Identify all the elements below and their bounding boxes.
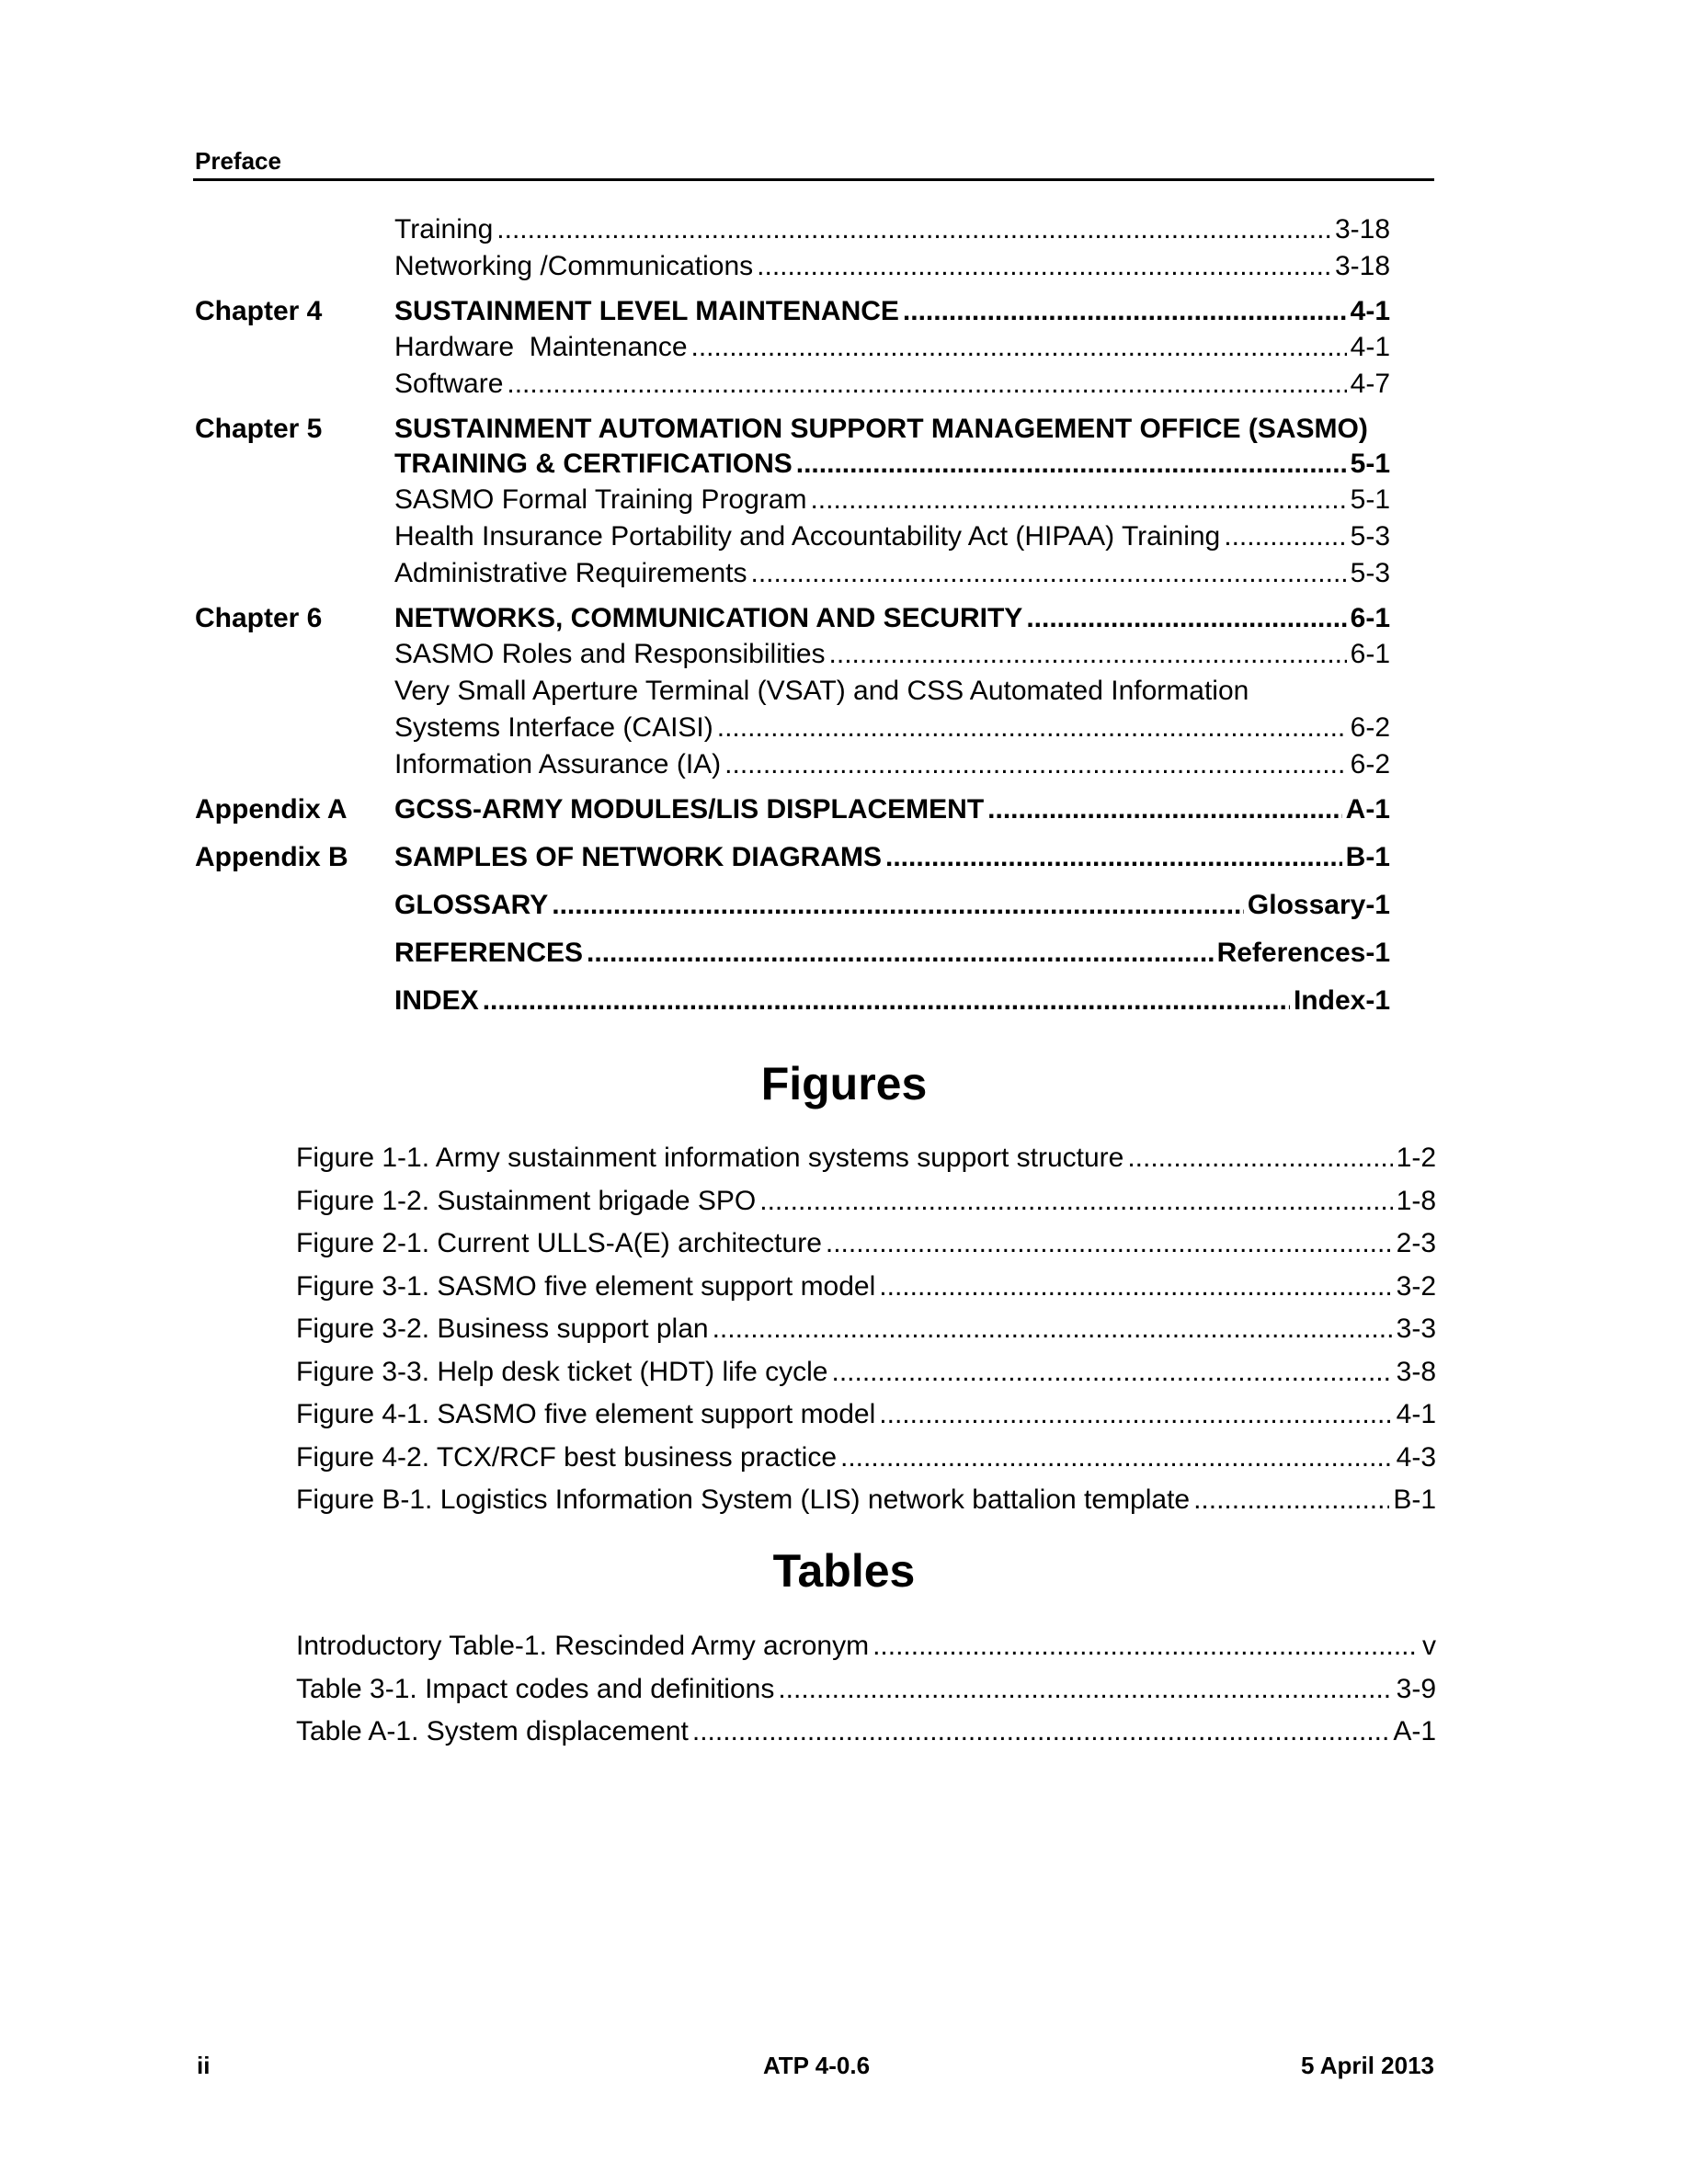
table-entry[interactable]: Table A-1. System displacement ..... A-1 (296, 1711, 1436, 1754)
appendix-label: Appendix B (195, 842, 348, 872)
toc-references[interactable]: REFERENCES ..... References-1 (394, 936, 1390, 971)
footer-date: 5 April 2013 (1300, 2052, 1434, 2079)
chapter-label: Chapter 6 (195, 603, 323, 633)
toc-entry[interactable]: SASMO Roles and Responsibilities ..... 6-1 (394, 636, 1390, 673)
dot-leader (826, 1223, 1393, 1266)
figure-entry[interactable]: Figure B-1. Logistics Information System (LIS) network battalion template ..... B-1 (296, 1479, 1436, 1522)
tables-list (296, 1625, 1436, 1754)
toc-entry[interactable]: SASMO Formal Training Program ..... 5-1 (394, 482, 1390, 518)
toc-entry-line[interactable]: Very Small Aperture Terminal (VSAT) and CSS Automated Information (394, 676, 1249, 706)
dot-leader (840, 1437, 1393, 1480)
toc-chapter-6 (195, 601, 1390, 783)
figures-heading: Figures (760, 1058, 928, 1109)
figure-entry[interactable]: Figure 4-1. SASMO five element support model ..... 4-1 (296, 1393, 1436, 1437)
tables-heading: Tables (772, 1545, 916, 1597)
dot-leader (796, 447, 1347, 482)
toc-entry[interactable]: Training ..... 3-18 (394, 211, 1390, 248)
toc-chapter-title[interactable]: TRAINING & CERTIFICATIONS ..... 5-1 (394, 447, 1390, 482)
toc-appendix-a (195, 792, 1390, 827)
dot-leader (1224, 518, 1346, 555)
dot-leader (987, 792, 1342, 827)
footer-page-number: ii (197, 2052, 211, 2079)
toc-chapter-title[interactable]: NETWORKS, COMMUNICATION AND SECURITY ..... 6-1 (394, 601, 1390, 636)
dot-leader (713, 1308, 1393, 1351)
toc-chapter-title-line[interactable]: SUSTAINMENT AUTOMATION SUPPORT MANAGEMENT OFFICE (SASMO) (394, 414, 1368, 444)
dot-leader (873, 1625, 1419, 1668)
figure-entry[interactable]: Figure 1-1. Army sustainment information systems support structure ..... 1-2 (296, 1137, 1436, 1180)
dot-leader (483, 984, 1290, 1018)
footer-publication: ATP 4-0.6 (762, 2052, 871, 2079)
dot-leader (778, 1668, 1392, 1712)
figure-entry[interactable]: Figure 3-3. Help desk ticket (HDT) life cycle ..... 3-8 (296, 1351, 1436, 1394)
toc-entry[interactable]: Information Assurance (IA) ..... 6-2 (394, 746, 1390, 783)
toc-entry[interactable]: Administrative Requirements ..... 5-3 (394, 555, 1390, 592)
dot-leader (879, 1266, 1392, 1309)
toc-back-matter (195, 888, 1390, 1018)
dot-leader (691, 329, 1347, 366)
dot-leader (717, 710, 1347, 746)
figure-entry[interactable]: Figure 3-1. SASMO five element support model ..... 3-2 (296, 1266, 1436, 1309)
dot-leader (552, 888, 1244, 923)
toc-chapter-4 (195, 294, 1390, 403)
dot-leader (1193, 1479, 1389, 1522)
dot-leader (750, 555, 1346, 592)
table-of-contents (195, 211, 1390, 1028)
toc-continued-entries (195, 211, 1390, 285)
toc-entry[interactable]: Software ..... 4-7 (394, 366, 1390, 403)
toc-entry[interactable]: Systems Interface (CAISI) ..... 6-2 (394, 710, 1390, 746)
figure-entry[interactable]: Figure 4-2. TCX/RCF best business practice ..... 4-3 (296, 1437, 1436, 1480)
running-head: Preface (195, 147, 281, 175)
dot-leader (885, 840, 1342, 875)
toc-appendix-title[interactable]: SAMPLES OF NETWORK DIAGRAMS ..... B-1 (394, 840, 1390, 875)
dot-leader (810, 482, 1346, 518)
dot-leader (587, 936, 1214, 971)
dot-leader (1127, 1137, 1392, 1180)
appendix-label: Appendix A (195, 794, 348, 825)
toc-chapter-5 (195, 412, 1390, 592)
dot-leader (496, 211, 1331, 248)
dot-leader (1026, 601, 1346, 636)
dot-leader (757, 248, 1331, 285)
toc-chapter-title[interactable]: SUSTAINMENT LEVEL MAINTENANCE ..... 4-1 (394, 294, 1390, 329)
dot-leader (759, 1180, 1392, 1223)
toc-appendix-title[interactable]: GCSS-ARMY MODULES/LIS DISPLACEMENT ..... A-1 (394, 792, 1390, 827)
dot-leader (724, 746, 1346, 783)
dot-leader (832, 1351, 1393, 1394)
dot-leader (692, 1711, 1389, 1754)
toc-appendix-b (195, 840, 1390, 875)
dot-leader (903, 294, 1347, 329)
toc-glossary[interactable]: GLOSSARY ..... Glossary-1 (394, 888, 1390, 923)
toc-entry[interactable]: Networking /Communications ..... 3-18 (394, 248, 1390, 285)
figures-list (296, 1137, 1436, 1522)
toc-entry[interactable]: Hardware Maintenance ..... 4-1 (394, 329, 1390, 366)
chapter-label: Chapter 5 (195, 414, 323, 444)
figure-entry[interactable]: Figure 1-2. Sustainment brigade SPO ..... 1-8 (296, 1180, 1436, 1223)
header-rule (193, 178, 1434, 181)
figure-entry[interactable]: Figure 3-2. Business support plan ..... 3-3 (296, 1308, 1436, 1351)
toc-index[interactable]: INDEX ..... Index-1 (394, 984, 1390, 1018)
toc-entry[interactable]: Health Insurance Portability and Accountability Act (HIPAA) Training ..... 5-3 (394, 518, 1390, 555)
table-entry[interactable]: Introductory Table-1. Rescinded Army acronym ..... v (296, 1625, 1436, 1668)
table-entry[interactable]: Table 3-1. Impact codes and definitions ..... 3-9 (296, 1668, 1436, 1712)
figure-entry[interactable]: Figure 2-1. Current ULLS-A(E) architecture ..... 2-3 (296, 1223, 1436, 1266)
dot-leader (879, 1393, 1392, 1437)
dot-leader (829, 636, 1347, 673)
dot-leader (507, 366, 1346, 403)
chapter-label: Chapter 4 (195, 296, 323, 326)
